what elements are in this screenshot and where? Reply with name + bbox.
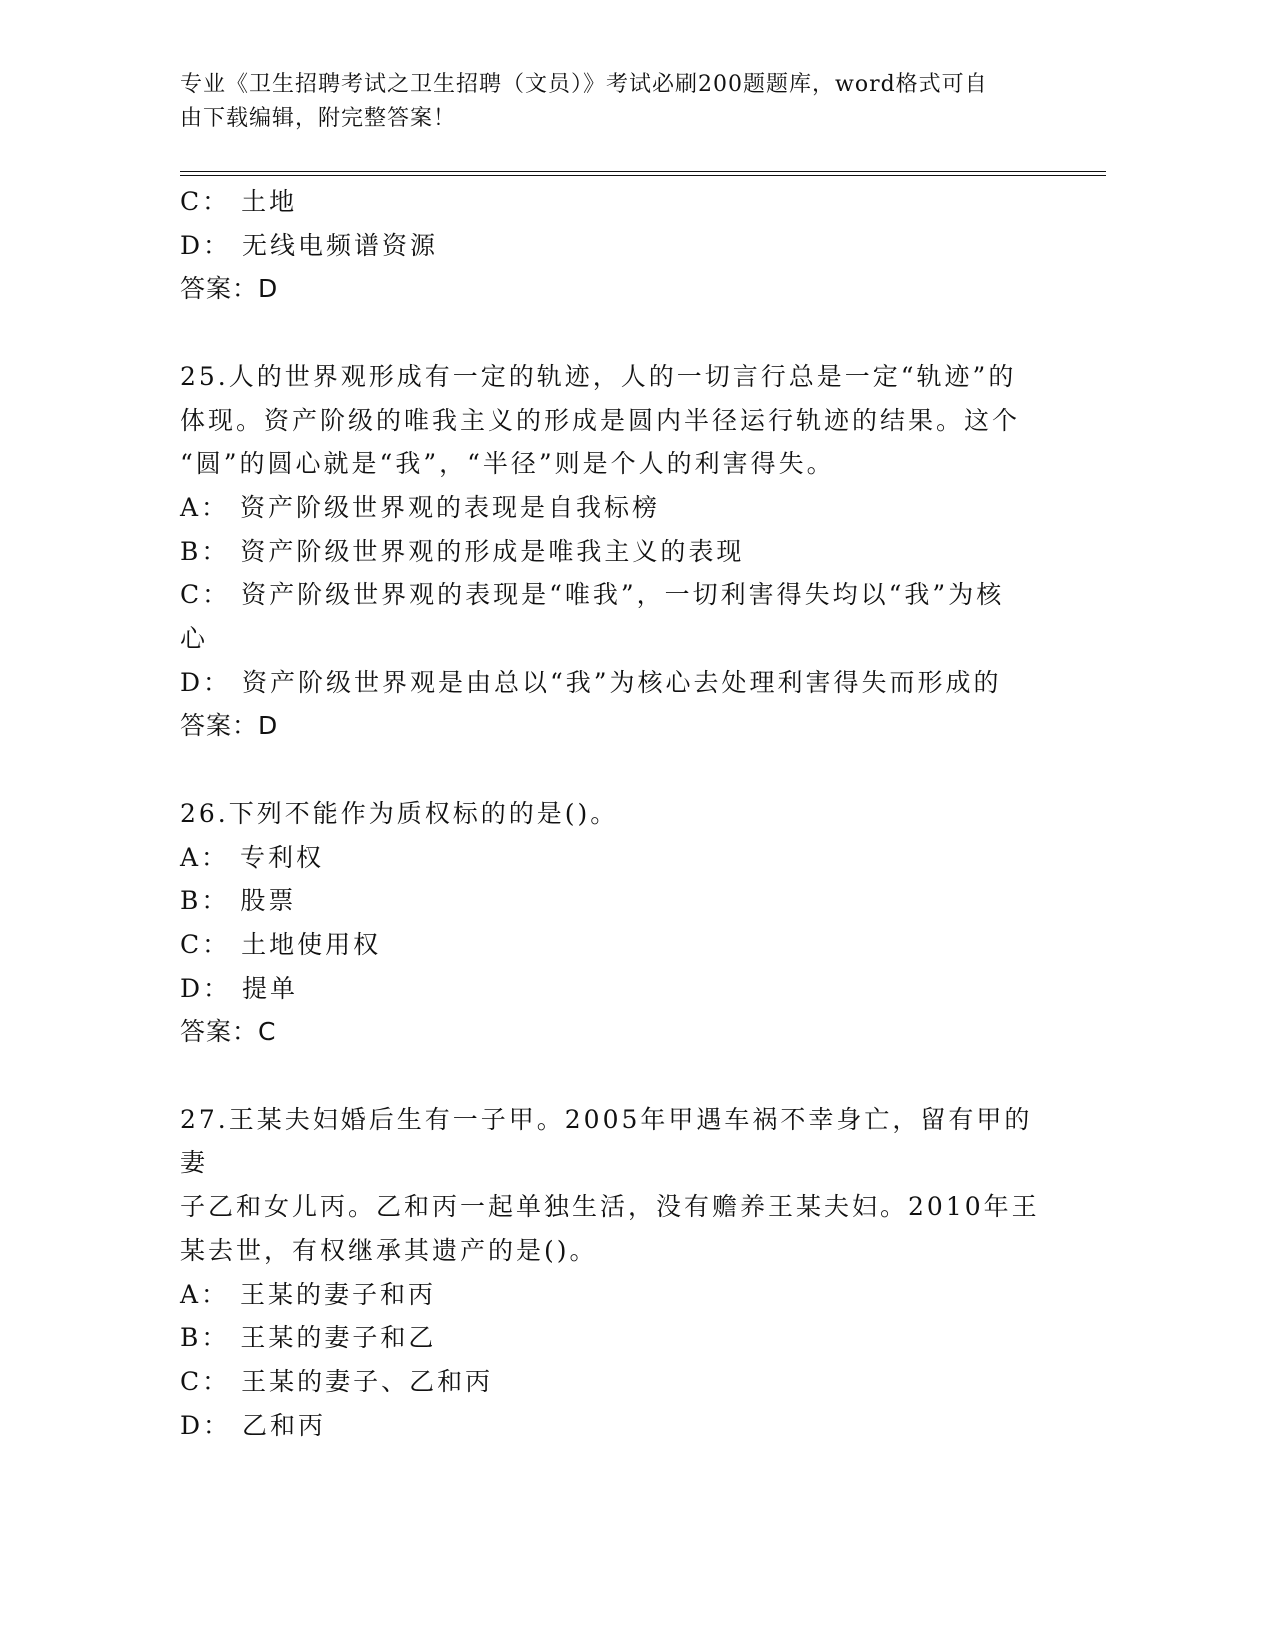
- q25-answer: 答案：D: [180, 711, 279, 741]
- q25-option-c-line-1: C： 资产阶级世界观的表现是“唯我”，一切利害得失均以“我”为核: [180, 580, 1005, 610]
- prev-answer: 答案：D: [180, 274, 279, 304]
- q27-stem-line-3: 某去世，有权继承其遗产的是()。: [180, 1235, 598, 1265]
- q27-option-d: D： 乙和丙: [180, 1410, 326, 1440]
- header-divider-bottom: [180, 175, 1106, 176]
- q26-option-c: C： 土地使用权: [180, 929, 382, 959]
- document-header: [180, 68, 1060, 136]
- q27-stem-line-1: 27.王某夫妇婚后生有一子甲。2005年甲遇车祸不幸身亡，留有甲的妻: [180, 1104, 1033, 1178]
- q26-answer: 答案：C: [180, 1017, 277, 1047]
- header-line-1: 专业《卫生招聘考试之卫生招聘（文员）》考试必刷200题题库，word格式可自: [180, 72, 988, 97]
- q25-option-d: D： 资产阶级世界观是由总以“我”为核心去处理利害得失而形成的: [180, 667, 1002, 697]
- header-divider-top: [180, 171, 1106, 172]
- prev-option-d: D： 无线电频谱资源: [180, 230, 438, 260]
- q26-stem: 26.下列不能作为质权标的的是()。: [180, 798, 619, 828]
- q27-stem-line-2: 子乙和女儿丙。乙和丙一起单独生活，没有赡养王某夫妇。2010年王: [180, 1192, 1040, 1222]
- question-content: [180, 180, 1060, 1447]
- q27-option-c: C： 王某的妻子、乙和丙: [180, 1366, 494, 1396]
- q25-stem-line-1: 25.人的世界观形成有一定的轨迹，人的一切言行总是一定“轨迹”的: [180, 361, 1017, 391]
- q25-option-c-line-2: 心: [180, 624, 209, 654]
- q26-option-a: A： 专利权: [180, 842, 325, 872]
- prev-option-c: C： 土地: [180, 187, 298, 216]
- q25-option-a: A： 资产阶级世界观的表现是自我标榜: [180, 492, 661, 522]
- q26-option-d: D： 提单: [180, 973, 298, 1003]
- spacer: [180, 748, 1060, 792]
- q26-option-b: B： 股票: [180, 886, 297, 916]
- q27-option-b: B： 王某的妻子和乙: [180, 1323, 437, 1353]
- header-line-2: 由下载编辑，附完整答案！: [180, 106, 457, 131]
- q27-option-a: A： 王某的妻子和丙: [180, 1279, 437, 1309]
- q25-stem-line-3: “圆”的圆心就是“我”，“半径”则是个人的利害得失。: [180, 449, 835, 479]
- spacer: [180, 311, 1060, 355]
- spacer: [180, 1054, 1060, 1098]
- q25-option-b: B： 资产阶级世界观的形成是唯我主义的表现: [180, 536, 745, 566]
- q25-stem-line-2: 体现。资产阶级的唯我主义的形成是圆内半径运行轨迹的结果。这个: [180, 405, 1021, 435]
